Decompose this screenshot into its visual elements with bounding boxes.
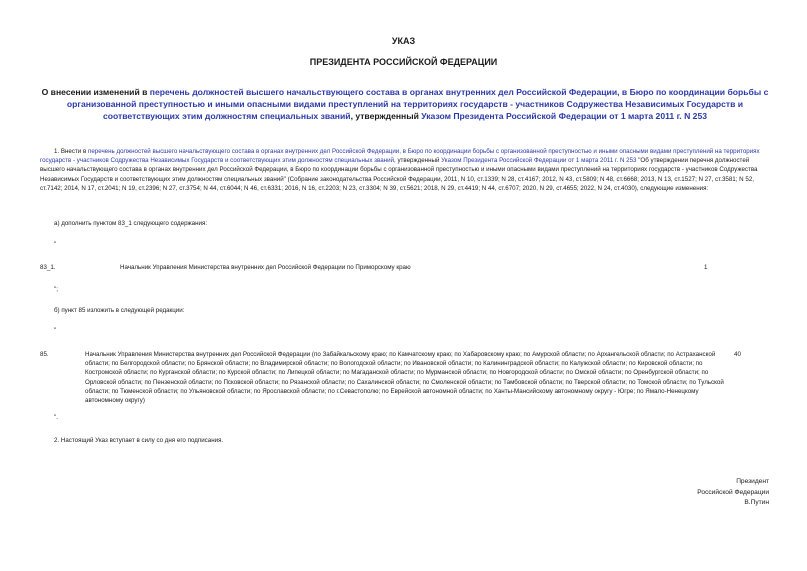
signature-title: Президент <box>736 478 769 485</box>
row-83-1-number: 83_1. <box>40 264 56 271</box>
heading-link-decree[interactable]: Указом Президента Российской Федерации от 1 марта 2011 г. N 253 <box>421 111 708 121</box>
p1-rest: "Об утверждении перечня должностей высшего начальствующего состава в органах внутренних дел Российской Федерации, в Бюро по координации борьбы с организованной преступностью и иными опасными видами преступлений на территориях государств - участников Содружества Независимых Государств и соответствующих этим должностям специальных званий" (Собрание законодательства Российской Федерации, 2011, N 10, ст.1339; N 28, ст.4167; 2012, N 43, ст.5809; N 48, ст.6668; 2013, N 13, ст.1527; N 27, ст.3581; N 52, ст.7142; 2014, N 17, ст.2041; N 19, ст.2396; N 27, ст.3754; N 44, ст.6044; N 46, ст.6331; 2016, N 16, ст.2203; N 23, ст.3304; N 39, ст.5621; 2018, N 29, ст.4419; N 44, ст.6707; 2020, N 29, ст.4655; 2022, N 24, ст.4030), следующие изменения: <box>40 157 758 192</box>
row-83-1-value: 1 <box>704 264 708 271</box>
p1-mid: , утвержденный <box>394 157 442 165</box>
p1-prefix: 1. Внести в <box>54 148 88 155</box>
heading-link-list[interactable]: перечень должностей высшего начальствующего состава в органах внутренних дел Российской Федерации, в Бюро по координации борьбы с организованной преступностью и иными опасными видами преступлений на территориях государств - участников Содружества Независимых Государств и соответствующих этим должностям специальных званий <box>66 87 769 121</box>
quote-open-1: " <box>54 241 57 248</box>
quote-close-2: ". <box>54 414 58 421</box>
row-83-1-text: Начальник Управления Министерства внутренних дел Российской Федерации по Приморскому краю <box>120 264 411 271</box>
heading-prefix: О внесении изменений в <box>41 87 150 97</box>
row-85-number: 85. <box>40 351 49 358</box>
paragraph-2: 2. Настоящий Указ вступает в силу со дня его подписания. <box>54 437 224 444</box>
quote-close-1: "; <box>54 286 58 293</box>
quote-open-2: " <box>54 327 57 334</box>
p1-link-list[interactable]: перечень должностей высшего начальствующего состава в органах внутренних дел Российской Федерации, в Бюро по координации борьбы с организованной преступностью и иными опасными видами преступлений на территориях государств - участников Содружества Независимых Государств и соответствующих этим должностям специальных званий <box>40 148 760 165</box>
p1-link-decree[interactable]: Указом Президента Российской Федерации от 1 марта 2011 г. N 253 <box>441 157 637 165</box>
item-b: б) пункт 85 изложить в следующей редакции: <box>54 307 185 314</box>
signature-name: В.Путин <box>744 499 769 506</box>
document-type-title: УКАЗ <box>391 36 416 46</box>
signature-block <box>697 477 769 509</box>
heading-mid: , утвержденный <box>350 111 422 121</box>
row-85-value: 40 <box>734 351 741 358</box>
row-85-text: Начальник Управления Министерства внутренних дел Российской Федерации (по Забайкальскому краю; по Камчатскому краю; по Хабаровскому краю; по Амурской области; по Архангельской области; по Астраханской области; по Белгородской области; по Брянской области; по Владимирской области; по Вологодской области; по Ивановской области; по Калининградской области; по Калужской области; по Кировской области; по Костромской области; по Курганской области; по Курской области; по Липецкой области; по Магаданской области; по Мурманской области; по Новгородской области; по Омской области; по Оренбургской области; по Орловской области; по Пензенской области; по Псковской области; по Рязанской области; по Сахалинской области; по Смоленской области; по Тамбовской области; по Тверской области; по Томской области; по Тульской области; по Тюменской области; по Ульяновской области; по Ярославской области; по г.Севастополю; по Еврейской автономной области; по Ханты-Мансийскому автономному округу - Югре; по Ямало-Ненецкому автономному округу) <box>85 351 724 405</box>
document-heading <box>40 86 770 122</box>
issuer-title: ПРЕЗИДЕНТА РОССИЙСКОЙ ФЕДЕРАЦИИ <box>309 57 498 67</box>
signature-office: Российской Федерации <box>697 488 769 496</box>
item-a: а) дополнить пунктом 83_1 следующего содержания: <box>54 220 208 227</box>
paragraph-1 <box>40 147 772 193</box>
